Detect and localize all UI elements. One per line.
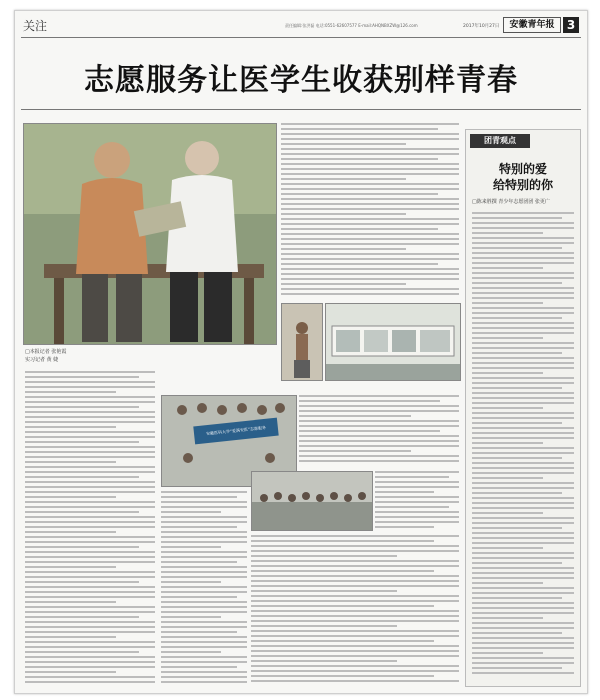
article-body-middle-right bbox=[299, 395, 459, 467]
header-rule bbox=[21, 37, 581, 38]
photo-caption-intern: 实习记者 黄 婕 bbox=[25, 357, 59, 363]
article-body-left bbox=[25, 371, 155, 689]
photo-caption-reporter: □本报记者 张艳霞 bbox=[25, 349, 67, 355]
article-body-upper-middle bbox=[281, 123, 459, 299]
column-label: 团青观点 bbox=[470, 134, 530, 148]
crowd-photo bbox=[251, 471, 373, 531]
page-number: 3 bbox=[563, 17, 579, 33]
column-author: □陈来胜撰 青少年志愿团团 张更广 bbox=[472, 199, 550, 205]
article-body-right-of-crowd bbox=[375, 471, 459, 531]
newspaper-page bbox=[14, 10, 588, 694]
group-photo-banner: 安徽医科大学“爱满安医”志愿服务 bbox=[193, 418, 278, 445]
column-title-line1: 特别的爱 bbox=[498, 162, 547, 176]
statue-photo-image bbox=[282, 304, 322, 380]
masthead-logo: 安徽青年报 bbox=[503, 17, 561, 33]
main-photo-image bbox=[24, 124, 276, 344]
article-body-bottom-middle bbox=[251, 535, 459, 689]
page-headline: 志愿服务让医学生收获别样青春 bbox=[84, 63, 518, 98]
issue-date: 2017年10月27日 bbox=[463, 24, 500, 29]
opinion-column bbox=[465, 129, 581, 687]
column-body bbox=[472, 212, 574, 680]
editor-contact-line: 责任编辑:张洪磊 电话:0551-62607577 E-mail:AHQNBXZW@126.com bbox=[285, 23, 418, 28]
exhibit-board-image bbox=[326, 304, 460, 380]
column-title-line2: 给特别的你 bbox=[492, 178, 553, 192]
article-body-middle-left bbox=[161, 491, 247, 689]
exhibit-board-photo bbox=[325, 303, 461, 381]
headline-rule bbox=[21, 109, 581, 110]
main-photo bbox=[23, 123, 277, 345]
section-label: 关注 bbox=[23, 19, 48, 33]
crowd-photo-image bbox=[252, 472, 372, 530]
statue-photo bbox=[281, 303, 323, 381]
